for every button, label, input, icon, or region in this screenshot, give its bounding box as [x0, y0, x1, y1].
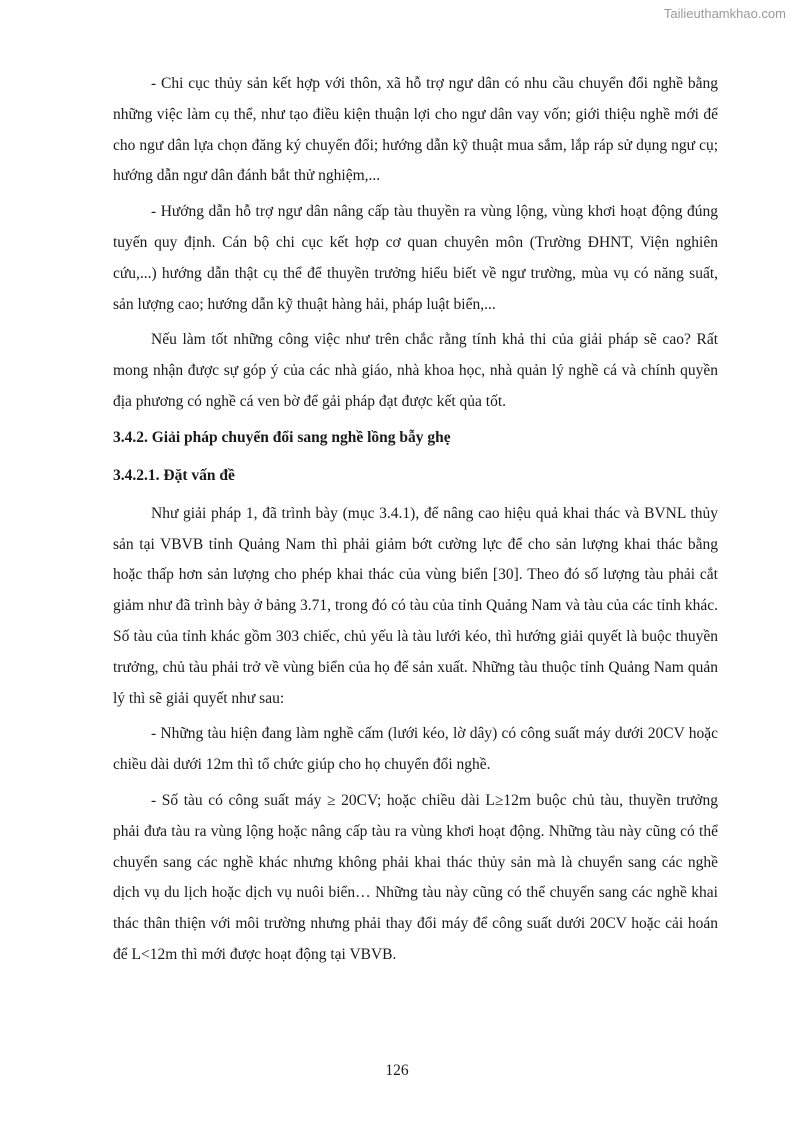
page-number: 126: [385, 1062, 409, 1079]
watermark: Tailieuthamkhao.com: [663, 6, 786, 21]
section-heading: 3.4.2. Giải pháp chuyển đổi sang nghề lồng bẫy ghẹ: [113, 428, 451, 446]
paragraph-feasibility: Nếu làm tốt những công việc như trên chắc rằng tính khả thi của giải pháp sẽ cao? Rất mong nhận được sự góp ý của các nhà giáo, nhà khoa học, nhà quản lý nghề cá và chính quyền địa phương có nghề cá ven bờ để gải pháp đạt được kết qủa tốt.: [113, 331, 718, 410]
paragraph-upgrade-vessels: - Hướng dẫn hỗ trợ ngư dân nâng cấp tàu thuyền ra vùng lộng, vùng khơi hoạt động đúng tuyến quy định. Cán bộ chi cục kết hợp cơ quan chuyên môn (Trường ĐHNT, Viện nghiên cứu,...) hướng dẫn thật cụ thể để thuyền trưởng hiểu biết về ngư trường, mùa vụ có năng suất, sản lượng cao; hướng dẫn kỹ thuật hàng hải, pháp luật biển,...: [113, 203, 718, 313]
paragraph-banned-gear: - Những tàu hiện đang làm nghề cấm (lưới kéo, lờ dây) có công suất máy dưới 20CV hoặc chiều dài dưới 12m thì tổ chức giúp cho họ chuyển đổi nghề.: [113, 725, 718, 774]
subsection-heading: 3.4.2.1. Đặt vấn đề: [113, 466, 235, 484]
paragraph-large-vessels: - Số tàu có công suất máy ≥ 20CV; hoặc chiều dài L≥12m buộc chủ tàu, thuyền trưởng phải đưa tàu ra vùng lộng hoặc nâng cấp tàu ra vùng khơi hoạt động. Những tàu này cũng có thể chuyển sang các nghề khác nhưng không phải khai thác thủy sản mà là chuyển sang các nghề dịch vụ du lịch hoặc dịch vụ nuôi biển… Những tàu này cũng có thể chuyển sang các nghề khai thác thân thiện với môi trường nhưng phải thay đổi máy để công suất dưới 20CV hoặc cải hoán để L<12m thì mới được hoạt động tại VBVB.: [113, 791, 718, 963]
page-body: [113, 69, 718, 976]
paragraph-problem-statement: Như giải pháp 1, đã trình bày (mục 3.4.1), để nâng cao hiệu quả khai thác và BVNL thủy sản tại VBVB tỉnh Quảng Nam thì phải giảm bớt cường lực để cho sản lượng khai thác bằng hoặc thấp hơn sản lượng cho phép khai thác của vùng biển [30]. Theo đó số lượng tàu phải cắt giảm như đã trình bày ở bảng 3.71, trong đó có tàu của tỉnh Quảng Nam và tàu của các tỉnh khác. Số tàu của tỉnh khác gồm 303 chiếc, chủ yếu là tàu lưới kéo, thì hướng giải quyết là buộc thuyền trưởng, chủ tàu phải trở về vùng biển của họ để sản xuất. Những tàu thuộc tỉnh Quảng Nam quản lý thì sẽ giải quyết như sau:: [113, 504, 718, 707]
paragraph-support-conversion: - Chi cục thủy sản kết hợp với thôn, xã hỗ trợ ngư dân có nhu cầu chuyển đổi nghề bằng những việc làm cụ thể, như tạo điều kiện thuận lợi cho ngư dân vay vốn; giới thiệu nghề mới để cho ngư dân lựa chọn đăng ký chuyển đổi; hướng dẫn kỹ thuật mua sắm, lắp ráp sử dụng ngư cụ; hướng dẫn ngư dân đánh bắt thử nghiệm,...: [113, 75, 718, 185]
